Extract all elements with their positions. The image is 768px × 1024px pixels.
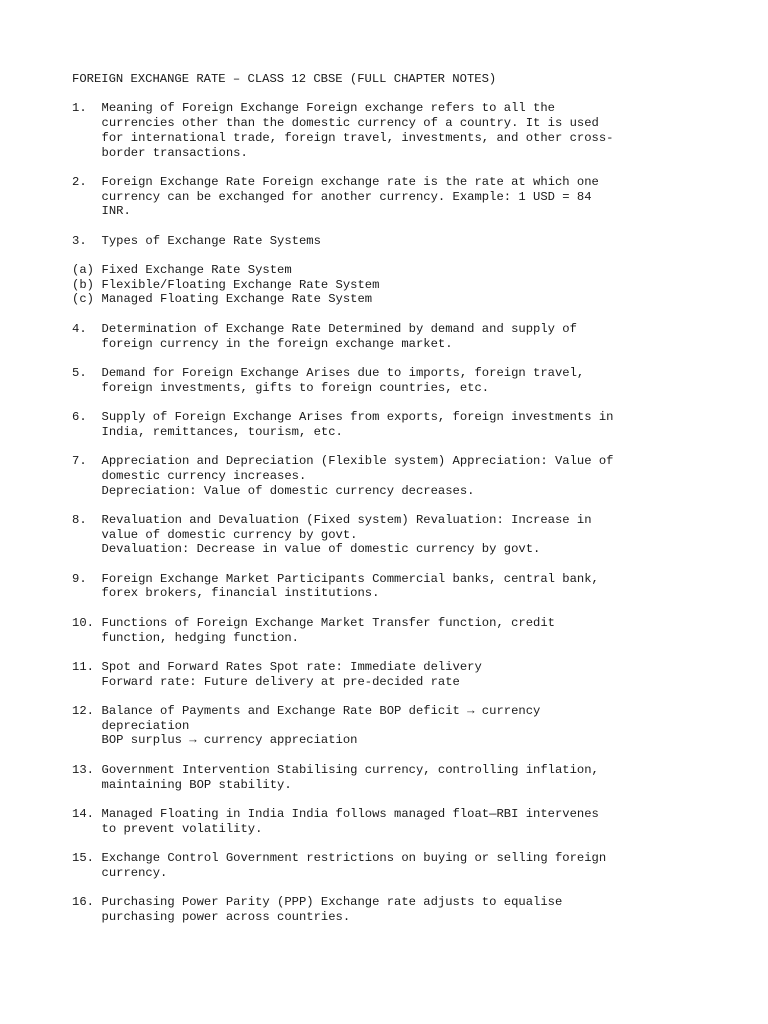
list-item: [72, 616, 712, 645]
document-title: FOREIGN EXCHANGE RATE – CLASS 12 CBSE (FULL CHAPTER NOTES): [72, 72, 497, 86]
item-number: 10.: [72, 615, 94, 630]
item-number: 1.: [72, 101, 87, 116]
sub-item-marker: (b): [72, 277, 94, 292]
item-number: 15.: [72, 851, 94, 866]
list-item: [72, 660, 712, 689]
item-text: Determination of Exchange Rate Determined by demand and supply of foreign currency in the foreign exchange market.: [101, 321, 585, 351]
item-text: Foreign Exchange Market Participants Commercial banks, central bank, forex brokers, financial institutions.: [101, 571, 607, 601]
sub-item-text: Managed Floating Exchange Rate System: [101, 292, 373, 307]
item-text: Demand for Foreign Exchange Arises due to imports, foreign travel, foreign investments, gifts to foreign countries, etc.: [101, 365, 592, 395]
item-number: 13.: [72, 762, 94, 777]
list-item: [72, 234, 712, 249]
sub-item-marker: (c): [72, 292, 94, 307]
list-item: [72, 704, 712, 748]
item-text: Functions of Foreign Exchange Market Transfer function, credit function, hedging function.: [101, 615, 563, 645]
list-item: [72, 763, 712, 792]
sub-item-marker: (a): [72, 263, 94, 278]
item-number: 6.: [72, 410, 87, 425]
item-number: 14.: [72, 806, 94, 821]
list-item: [72, 895, 712, 924]
sublist-item: [72, 292, 712, 307]
list-item: [72, 366, 712, 395]
item-text: Appreciation and Depreciation (Flexible system) Appreciation: Value of domestic currency increases. Depreciation: Value of domestic currency decreases.: [101, 454, 614, 498]
item-text: Exchange Control Government restrictions on buying or selling foreign currency.: [101, 851, 614, 880]
item-text: Types of Exchange Rate Systems: [101, 233, 321, 248]
list-item: [72, 322, 712, 351]
sub-item-text: Fixed Exchange Rate System: [101, 263, 292, 278]
list-item: [72, 807, 712, 836]
item-text: Revaluation and Devaluation (Fixed system) Revaluation: Increase in value of domestic currency by govt. Devaluation: Decrease in value of domestic currency by govt.: [101, 512, 592, 557]
list-item: [72, 851, 712, 880]
item-number: 3.: [72, 233, 87, 248]
item-text: Managed Floating in India India follows managed float—RBI intervenes to prevent volatility.: [101, 806, 607, 836]
item-number: 5.: [72, 365, 87, 380]
sublist-item: [72, 263, 712, 278]
list-item: [72, 454, 712, 498]
sublist-item: [72, 278, 712, 293]
item-number: 12.: [72, 704, 94, 719]
item-text: Foreign Exchange Rate Foreign exchange rate is the rate at which one currency can be exchanged for another currency. Example: 1 USD = 84 INR.: [101, 174, 607, 219]
item-number: 16.: [72, 895, 94, 910]
item-text: Meaning of Foreign Exchange Foreign exchange refers to all the currencies other than the domestic currency of a country. It is used for international trade, foreign travel, investments, and other cross-border transactions.: [101, 101, 614, 160]
item-text: Balance of Payments and Exchange Rate BOP deficit → currency depreciation BOP surplus → currency appreciation: [101, 704, 541, 748]
list-item: [72, 410, 712, 439]
item-number: 7.: [72, 454, 87, 469]
item-number: 4.: [72, 321, 87, 336]
list-item: [72, 101, 712, 160]
list-item: [72, 513, 712, 557]
list-item: [72, 175, 712, 219]
item-text: Government Intervention Stabilising currency, controlling inflation, maintaining BOP stability.: [101, 762, 607, 792]
document-page: [72, 72, 712, 939]
list-item: [72, 572, 712, 601]
item-number: 11.: [72, 659, 94, 674]
exchange-rate-systems-sublist: [72, 263, 712, 307]
sub-item-text: Flexible/Floating Exchange Rate System: [101, 277, 380, 292]
item-number: 2.: [72, 174, 87, 189]
item-text: Spot and Forward Rates Spot rate: Immediate delivery Forward rate: Future delivery at pre-decided rate: [101, 659, 482, 689]
item-number: 8.: [72, 512, 87, 527]
item-text: Purchasing Power Parity (PPP) Exchange rate adjusts to equalise purchasing power across countries.: [101, 895, 570, 924]
item-text: Supply of Foreign Exchange Arises from exports, foreign investments in India, remittances, tourism, etc.: [101, 410, 621, 439]
item-number: 9.: [72, 571, 87, 586]
